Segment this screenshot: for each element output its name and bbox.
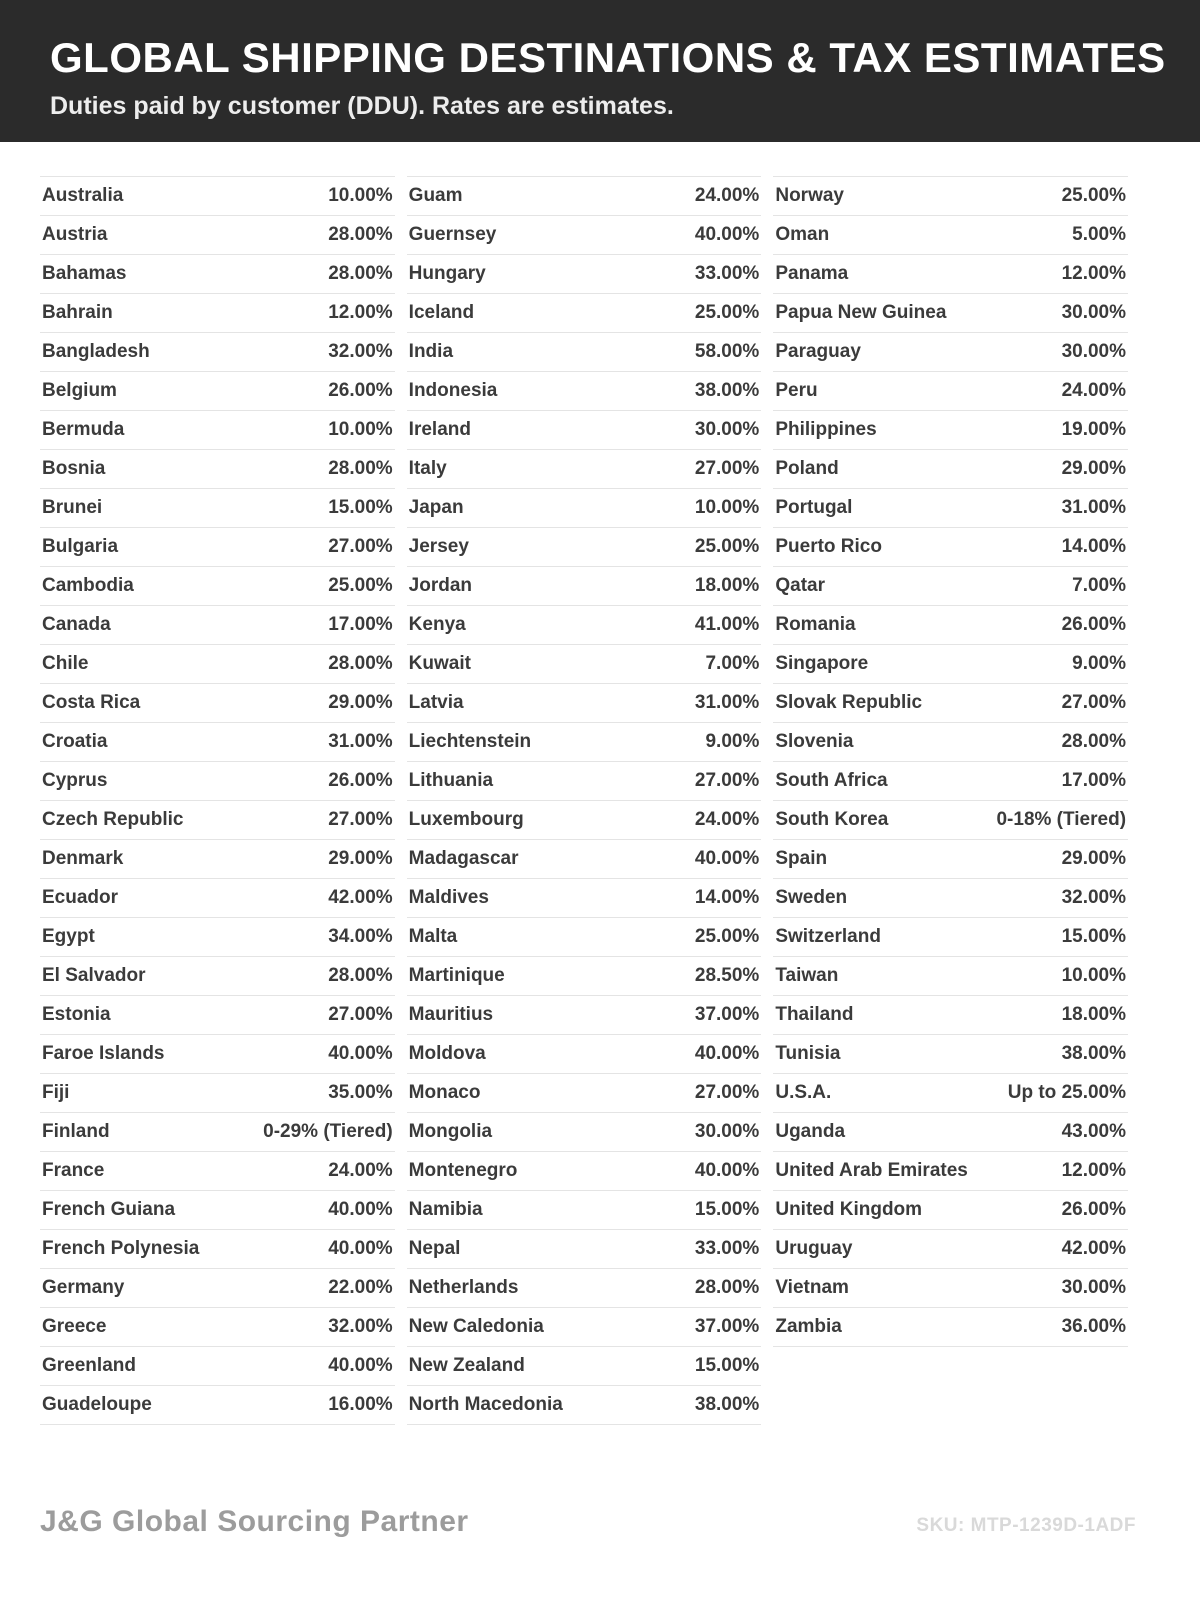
tax-rate: 27.00% xyxy=(328,536,393,557)
page-footer xyxy=(40,1505,1136,1539)
tax-rate: 38.00% xyxy=(694,380,760,401)
table-row xyxy=(407,918,762,957)
table-row xyxy=(773,216,1128,255)
country-name: Costa Rica xyxy=(42,692,141,713)
tax-rate: 27.00% xyxy=(694,458,760,479)
table-row xyxy=(40,723,395,762)
tax-rate: 14.00% xyxy=(1061,536,1127,557)
table-row xyxy=(773,801,1128,840)
country-name: United Arab Emirates xyxy=(775,1160,968,1181)
tax-rate: 27.00% xyxy=(328,1004,393,1025)
tax-rate: 40.00% xyxy=(694,848,760,869)
country-name: Indonesia xyxy=(408,380,498,401)
country-name: U.S.A. xyxy=(775,1082,832,1103)
table-row xyxy=(773,1113,1128,1152)
country-name: Croatia xyxy=(42,731,108,752)
country-name: Mongolia xyxy=(408,1121,493,1142)
table-row xyxy=(407,567,762,606)
tax-rate: 7.00% xyxy=(705,653,760,674)
table-row xyxy=(407,255,762,294)
tax-rate: 27.00% xyxy=(1061,692,1127,713)
table-row xyxy=(40,918,395,957)
tax-rate: 27.00% xyxy=(694,1082,760,1103)
table-row xyxy=(40,1113,395,1152)
tax-rate: 26.00% xyxy=(328,770,393,791)
table-row xyxy=(407,411,762,450)
country-name: Egypt xyxy=(42,926,95,947)
tax-rate: 31.00% xyxy=(1061,497,1127,518)
tax-rate: 9.00% xyxy=(705,731,760,752)
table-row xyxy=(40,1152,395,1191)
table-row xyxy=(773,1074,1128,1113)
table-row xyxy=(40,450,395,489)
country-name: Nepal xyxy=(408,1238,461,1259)
country-name: Moldova xyxy=(408,1043,486,1064)
country-name: Canada xyxy=(42,614,111,635)
table-row xyxy=(773,840,1128,879)
table-row xyxy=(407,1152,762,1191)
country-name: Madagascar xyxy=(408,848,519,869)
table-row xyxy=(773,645,1128,684)
country-name: Iceland xyxy=(408,302,475,323)
country-name: Portugal xyxy=(775,497,853,518)
table-row xyxy=(40,762,395,801)
country-name: Poland xyxy=(775,458,839,479)
tax-rate: 12.00% xyxy=(1061,263,1127,284)
country-name: Sweden xyxy=(775,887,848,908)
tax-rate: 24.00% xyxy=(328,1160,393,1181)
tax-rate: 31.00% xyxy=(694,692,760,713)
table-row xyxy=(773,333,1128,372)
country-name: Jersey xyxy=(408,536,469,557)
tax-rate: 10.00% xyxy=(694,497,760,518)
country-name: Bangladesh xyxy=(42,341,150,362)
table-row xyxy=(773,411,1128,450)
country-name: French Guiana xyxy=(42,1199,176,1220)
country-name: Austria xyxy=(42,224,108,245)
country-name: Taiwan xyxy=(775,965,839,986)
table-row xyxy=(407,723,762,762)
tax-rate: 26.00% xyxy=(1061,1199,1127,1220)
country-name: Philippines xyxy=(775,419,877,440)
country-name: Malta xyxy=(408,926,458,947)
page-subtitle: Duties paid by customer (DDU). Rates are estimates. xyxy=(50,92,674,120)
tax-rate: 25.00% xyxy=(328,575,393,596)
tax-rate: 26.00% xyxy=(328,380,393,401)
table-row xyxy=(407,528,762,567)
table-row xyxy=(773,489,1128,528)
country-name: Ecuador xyxy=(42,887,119,908)
tax-rate: 34.00% xyxy=(328,926,393,947)
tax-rate: 58.00% xyxy=(694,341,760,362)
tax-rate: 36.00% xyxy=(1061,1316,1127,1337)
tax-rate: 10.00% xyxy=(328,419,393,440)
table-row xyxy=(407,1074,762,1113)
tax-rate: 28.00% xyxy=(328,263,393,284)
tax-rate: 27.00% xyxy=(694,770,760,791)
rate-column xyxy=(773,176,1128,1347)
tax-rate: 15.00% xyxy=(694,1199,760,1220)
tax-rate: Up to 25.00% xyxy=(1007,1082,1127,1103)
tax-rate: 40.00% xyxy=(328,1199,393,1220)
table-row xyxy=(40,333,395,372)
table-row xyxy=(773,606,1128,645)
tax-rate: 16.00% xyxy=(328,1394,393,1415)
table-row xyxy=(407,1308,762,1347)
table-row xyxy=(40,957,395,996)
country-name: Kuwait xyxy=(408,653,471,674)
table-row xyxy=(40,645,395,684)
tax-rate: 28.00% xyxy=(1061,731,1127,752)
country-name: Vietnam xyxy=(775,1277,849,1298)
table-row xyxy=(773,1269,1128,1308)
country-name: Slovak Republic xyxy=(775,692,923,713)
table-row xyxy=(773,957,1128,996)
tax-rate: 28.00% xyxy=(694,1277,760,1298)
tax-rate: 32.00% xyxy=(328,1316,393,1337)
tax-rate: 25.00% xyxy=(694,302,760,323)
tax-rate: 40.00% xyxy=(694,224,760,245)
tax-rate: 15.00% xyxy=(328,497,393,518)
country-name: Bahrain xyxy=(42,302,113,323)
tax-rate: 28.00% xyxy=(328,653,393,674)
country-name: Puerto Rico xyxy=(775,536,882,557)
country-name: Slovenia xyxy=(775,731,854,752)
table-row xyxy=(407,684,762,723)
country-name: Romania xyxy=(775,614,856,635)
tax-rate: 35.00% xyxy=(328,1082,393,1103)
tax-rate: 25.00% xyxy=(694,926,760,947)
tax-rate: 33.00% xyxy=(694,263,760,284)
table-row xyxy=(40,294,395,333)
tax-rate: 15.00% xyxy=(694,1355,760,1376)
country-name: Spain xyxy=(775,848,828,869)
table-row xyxy=(407,957,762,996)
tax-rate: 12.00% xyxy=(1061,1160,1127,1181)
country-name: El Salvador xyxy=(42,965,146,986)
country-name: Papua New Guinea xyxy=(775,302,947,323)
country-name: Namibia xyxy=(408,1199,483,1220)
tax-rate: 37.00% xyxy=(694,1316,760,1337)
country-name: Oman xyxy=(775,224,830,245)
table-row xyxy=(40,216,395,255)
tax-rate: 0-18% (Tiered) xyxy=(996,809,1127,830)
rates-table xyxy=(40,176,1128,1425)
table-row xyxy=(407,879,762,918)
tax-rate: 26.00% xyxy=(1061,614,1127,635)
tax-rate: 33.00% xyxy=(694,1238,760,1259)
country-name: Australia xyxy=(42,185,124,206)
table-row xyxy=(773,528,1128,567)
country-name: New Zealand xyxy=(408,1355,525,1376)
table-row xyxy=(773,372,1128,411)
tax-rate: 30.00% xyxy=(1061,302,1127,323)
table-row xyxy=(407,606,762,645)
tax-rate: 24.00% xyxy=(694,809,760,830)
country-name: Italy xyxy=(408,458,447,479)
table-row xyxy=(40,840,395,879)
country-name: Luxembourg xyxy=(408,809,524,830)
tax-rate: 30.00% xyxy=(1061,341,1127,362)
table-row xyxy=(40,255,395,294)
tax-rate: 40.00% xyxy=(328,1043,393,1064)
tax-rate: 31.00% xyxy=(328,731,393,752)
tax-rate: 17.00% xyxy=(1061,770,1127,791)
tax-rate: 25.00% xyxy=(1061,185,1127,206)
tax-rate: 29.00% xyxy=(1061,458,1127,479)
tax-rate: 10.00% xyxy=(1061,965,1127,986)
table-row xyxy=(773,918,1128,957)
country-name: Cambodia xyxy=(42,575,134,596)
country-name: Estonia xyxy=(42,1004,111,1025)
country-name: Maldives xyxy=(408,887,489,908)
country-name: Thailand xyxy=(775,1004,854,1025)
table-row xyxy=(773,762,1128,801)
rate-column xyxy=(40,176,395,1425)
tax-rate: 41.00% xyxy=(694,614,760,635)
country-name: North Macedonia xyxy=(408,1394,563,1415)
country-name: Monaco xyxy=(408,1082,481,1103)
table-row xyxy=(40,1308,395,1347)
table-row xyxy=(40,801,395,840)
tax-rate: 29.00% xyxy=(1061,848,1127,869)
table-row xyxy=(40,1035,395,1074)
table-row xyxy=(407,762,762,801)
country-name: Singapore xyxy=(775,653,869,674)
table-row xyxy=(40,684,395,723)
table-row xyxy=(773,294,1128,333)
table-row xyxy=(407,1191,762,1230)
country-name: South Africa xyxy=(775,770,888,791)
table-row xyxy=(40,606,395,645)
table-row xyxy=(40,567,395,606)
table-row xyxy=(40,489,395,528)
country-name: Martinique xyxy=(408,965,505,986)
tax-rate: 38.00% xyxy=(694,1394,760,1415)
table-row xyxy=(407,1035,762,1074)
table-row xyxy=(773,996,1128,1035)
table-row xyxy=(40,528,395,567)
page-title: GLOBAL SHIPPING DESTINATIONS & TAX ESTIMATES xyxy=(50,34,1166,81)
country-name: Denmark xyxy=(42,848,124,869)
tax-rate: 10.00% xyxy=(328,185,393,206)
page-header xyxy=(0,0,1200,142)
country-name: Greenland xyxy=(42,1355,136,1376)
country-name: Bosnia xyxy=(42,458,106,479)
table-row xyxy=(407,216,762,255)
country-name: Montenegro xyxy=(408,1160,518,1181)
country-name: Guadeloupe xyxy=(42,1394,152,1415)
tax-rate: 5.00% xyxy=(1072,224,1127,245)
table-row xyxy=(407,1269,762,1308)
table-row xyxy=(773,1191,1128,1230)
tax-rate: 28.00% xyxy=(328,458,393,479)
table-row xyxy=(40,879,395,918)
country-name: Lithuania xyxy=(408,770,494,791)
country-name: Switzerland xyxy=(775,926,881,947)
country-name: Brunei xyxy=(42,497,103,518)
tax-rate: 28.00% xyxy=(328,965,393,986)
country-name: Uruguay xyxy=(775,1238,853,1259)
tax-rate: 30.00% xyxy=(1061,1277,1127,1298)
country-name: Germany xyxy=(42,1277,125,1298)
table-row xyxy=(40,1230,395,1269)
tax-rate: 25.00% xyxy=(694,536,760,557)
country-name: Japan xyxy=(408,497,464,518)
table-row xyxy=(407,372,762,411)
tax-rate: 12.00% xyxy=(328,302,393,323)
country-name: Fiji xyxy=(42,1082,70,1103)
table-row xyxy=(407,801,762,840)
table-row xyxy=(407,840,762,879)
tax-rate: 9.00% xyxy=(1072,653,1127,674)
country-name: India xyxy=(408,341,454,362)
brand-name: J&G Global Sourcing Partner xyxy=(40,1505,469,1538)
table-row xyxy=(40,1191,395,1230)
country-name: United Kingdom xyxy=(775,1199,923,1220)
tax-rate: 29.00% xyxy=(328,848,393,869)
table-row xyxy=(407,177,762,216)
country-name: Cyprus xyxy=(42,770,108,791)
tax-rate: 37.00% xyxy=(694,1004,760,1025)
tax-rate: 19.00% xyxy=(1061,419,1127,440)
table-row xyxy=(40,372,395,411)
tax-rate: 28.50% xyxy=(694,965,760,986)
table-row xyxy=(407,294,762,333)
tax-rate: 15.00% xyxy=(1061,926,1127,947)
country-name: Bermuda xyxy=(42,419,125,440)
table-row xyxy=(407,645,762,684)
table-row xyxy=(40,177,395,216)
table-row xyxy=(773,879,1128,918)
table-row xyxy=(773,1152,1128,1191)
tax-rate: 17.00% xyxy=(328,614,393,635)
tax-rate: 14.00% xyxy=(694,887,760,908)
tax-rate: 43.00% xyxy=(1061,1121,1127,1142)
country-name: Norway xyxy=(775,185,844,206)
table-row xyxy=(773,177,1128,216)
tax-rate: 40.00% xyxy=(328,1238,393,1259)
country-name: Ireland xyxy=(408,419,471,440)
table-row xyxy=(773,1308,1128,1347)
country-name: Uganda xyxy=(775,1121,846,1142)
tax-rate: 7.00% xyxy=(1072,575,1127,596)
rate-column xyxy=(407,176,762,1425)
table-row xyxy=(407,1347,762,1386)
tax-rate: 18.00% xyxy=(694,575,760,596)
tax-rate: 24.00% xyxy=(1061,380,1127,401)
country-name: Panama xyxy=(775,263,849,284)
country-name: Jordan xyxy=(408,575,473,596)
country-name: South Korea xyxy=(775,809,889,830)
tax-rate: 18.00% xyxy=(1061,1004,1127,1025)
country-name: Tunisia xyxy=(775,1043,841,1064)
tax-rate: 42.00% xyxy=(328,887,393,908)
country-name: Latvia xyxy=(408,692,464,713)
table-row xyxy=(407,996,762,1035)
tax-rate: 40.00% xyxy=(328,1355,393,1376)
table-row xyxy=(40,1347,395,1386)
country-name: Mauritius xyxy=(408,1004,494,1025)
table-row xyxy=(40,1074,395,1113)
country-name: Liechtenstein xyxy=(408,731,532,752)
tax-rate: 28.00% xyxy=(328,224,393,245)
country-name: Bahamas xyxy=(42,263,127,284)
country-name: France xyxy=(42,1160,105,1181)
sku-label: SKU: MTP-1239D-1ADF xyxy=(916,1515,1136,1536)
country-name: Bulgaria xyxy=(42,536,119,557)
table-row xyxy=(407,1230,762,1269)
country-name: Greece xyxy=(42,1316,107,1337)
table-row xyxy=(407,1386,762,1425)
tax-rate: 32.00% xyxy=(328,341,393,362)
country-name: Peru xyxy=(775,380,818,401)
country-name: French Polynesia xyxy=(42,1238,200,1259)
country-name: Qatar xyxy=(775,575,825,596)
table-row xyxy=(773,723,1128,762)
tax-rate: 42.00% xyxy=(1061,1238,1127,1259)
country-name: Chile xyxy=(42,653,89,674)
country-name: Belgium xyxy=(42,380,117,401)
table-row xyxy=(407,450,762,489)
country-name: Paraguay xyxy=(775,341,861,362)
country-name: New Caledonia xyxy=(408,1316,544,1337)
country-name: Guam xyxy=(408,185,463,206)
country-name: Czech Republic xyxy=(42,809,184,830)
tax-rate: 29.00% xyxy=(328,692,393,713)
table-row xyxy=(773,1230,1128,1269)
table-row xyxy=(407,333,762,372)
table-row xyxy=(40,411,395,450)
country-name: Netherlands xyxy=(408,1277,519,1298)
country-name: Guernsey xyxy=(408,224,497,245)
table-row xyxy=(40,996,395,1035)
table-row xyxy=(773,450,1128,489)
country-name: Hungary xyxy=(408,263,486,284)
table-row xyxy=(40,1269,395,1308)
tax-rate: 27.00% xyxy=(328,809,393,830)
table-row xyxy=(407,1113,762,1152)
tax-rate: 30.00% xyxy=(694,419,760,440)
table-row xyxy=(407,489,762,528)
tax-rate: 32.00% xyxy=(1061,887,1127,908)
tax-rate: 30.00% xyxy=(694,1121,760,1142)
table-row xyxy=(773,684,1128,723)
tax-rate: 0-29% (Tiered) xyxy=(263,1121,393,1142)
country-name: Kenya xyxy=(408,614,466,635)
country-name: Finland xyxy=(42,1121,110,1142)
tax-rate: 40.00% xyxy=(694,1043,760,1064)
table-row xyxy=(40,1386,395,1425)
tax-rate: 38.00% xyxy=(1061,1043,1127,1064)
tax-rate: 24.00% xyxy=(694,185,760,206)
table-row xyxy=(773,567,1128,606)
table-row xyxy=(773,255,1128,294)
tax-rate: 22.00% xyxy=(328,1277,393,1298)
tax-rate: 40.00% xyxy=(694,1160,760,1181)
table-row xyxy=(773,1035,1128,1074)
country-name: Faroe Islands xyxy=(42,1043,165,1064)
country-name: Zambia xyxy=(775,1316,842,1337)
